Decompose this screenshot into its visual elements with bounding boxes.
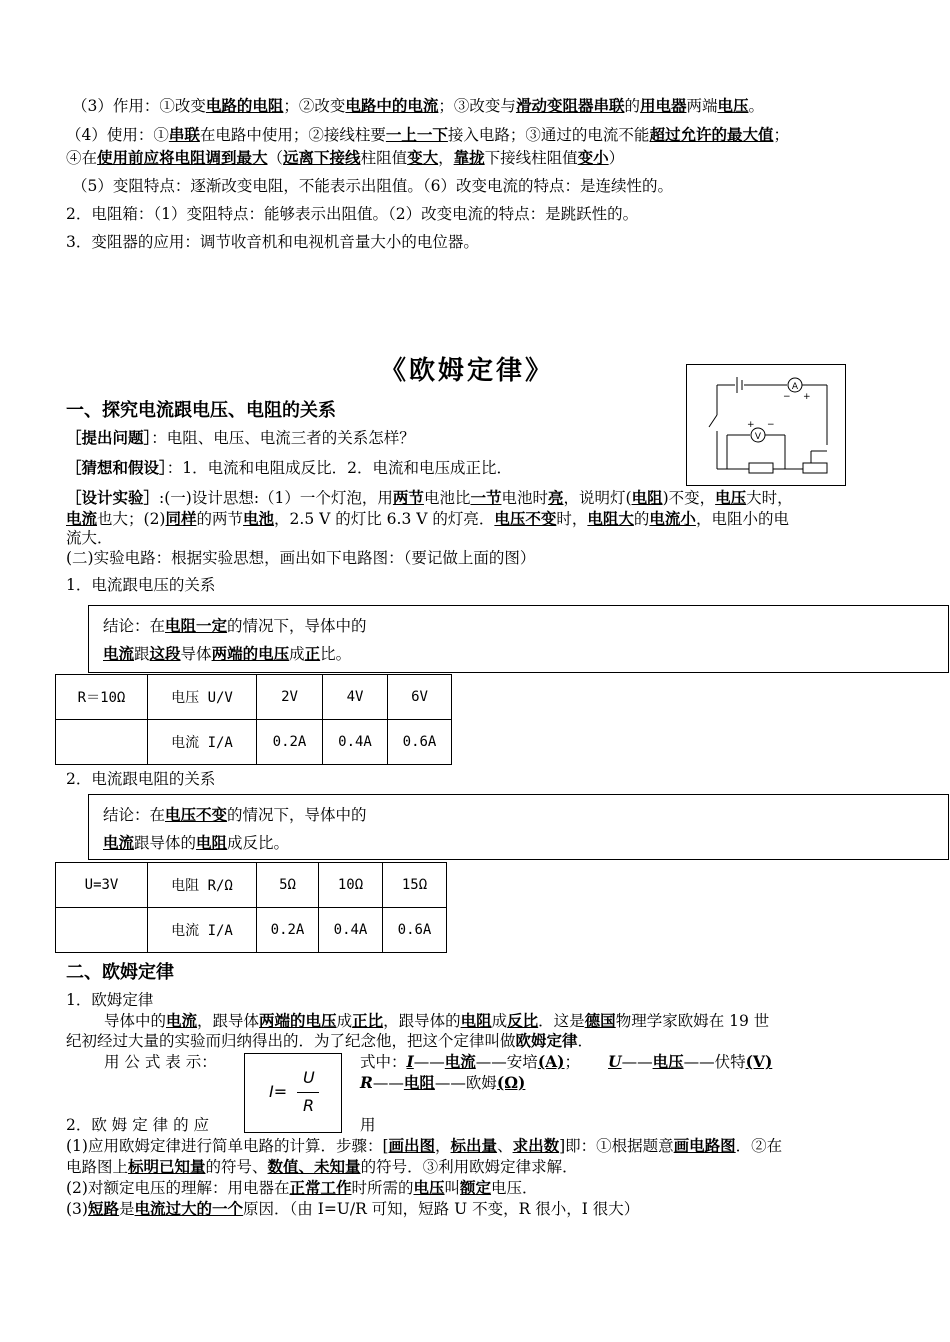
resistance-current-table — [55, 862, 447, 953]
table-row: U=3V 电阻 R/Ω 5Ω 10Ω 15Ω — [56, 863, 447, 908]
usage-line-3: （3）作用：①改变电路的电阻；②改变电路中的电流；③改变与滑动变阻器串联的用电器两端电压。 — [72, 96, 765, 115]
application-line: 3．变阻器的应用：调节收音机和电视机音量大小的电位器。 — [66, 233, 479, 251]
section2-heading: 二、欧姆定律 — [66, 962, 174, 983]
table-row: 电流 I/A 0.2A 0.4A 0.6A — [56, 908, 447, 953]
design-line-3: 流大． — [66, 529, 113, 547]
section1-heading: 一、探究电流跟电压、电阻的关系 — [66, 400, 336, 421]
circuit-diagram-icon — [687, 365, 845, 485]
application-1: (1)应用欧姆定律进行简单电路的计算．步骤：[画出图，标出量、求出数]即：①根据题意画电路图．②在 — [66, 1136, 783, 1155]
fraction-bar — [297, 1092, 319, 1093]
svg-text:+: + — [747, 420, 755, 430]
sub1-voltage-relation: 1．电流跟电压的关系 — [66, 576, 216, 594]
formula-denominator: R — [303, 1096, 315, 1115]
circuit-diagram — [686, 364, 846, 486]
ammeter-label: A — [791, 382, 799, 392]
design-line-2: 电流也大；(2)同样的两节电池，2.5 V 的灯比 6.3 V 的灯亮．电压不变时，电阻大的电流小，电阻小的电 — [66, 509, 789, 528]
conclusion-1b: 电流跟这段导体两端的电压成正比。 — [103, 644, 352, 663]
formula-label: 用 公 式 表 示： — [104, 1053, 217, 1071]
ohm-law-p1: 导体中的电流，跟导体两端的电压成正比，跟导体的电阻成反比．这是德国物理学家欧姆在 19 世 — [104, 1011, 770, 1030]
conclusion-box-2 — [88, 794, 949, 860]
design-line-1: ［设计实验］:(一)设计思想:（1）一个灯泡，用两节电池比一节电池时亮，说明灯(电阻)不变，电压大时， — [66, 488, 793, 507]
formula-legend-1: 式中：I——电流——安培(A)； U——电压——伏特(V) — [360, 1052, 773, 1071]
formula-numerator: U — [303, 1068, 315, 1087]
page-title: 《欧姆定律》 — [380, 356, 555, 386]
hypothesis-line: ［猜想和假设］：1．电流和电阻成反比．2．电流和电压成正比． — [66, 458, 512, 477]
application-3: (3)短路是电流过大的一个原因．（由 I=U/R 可知，短路 U 不变，R 很小，I 很大） — [66, 1199, 640, 1218]
application-1b: 电路图上标明已知量的符号、数值、未知量的符号．③利用欧姆定律求解． — [66, 1157, 578, 1176]
question-line: ［提出问题］：电阻、电压、电流三者的关系怎样？ — [66, 428, 415, 447]
svg-text:−: − — [783, 392, 791, 402]
svg-text:−: − — [767, 420, 775, 430]
formula-legend-2: R——电阻——欧姆(Ω) — [360, 1073, 526, 1092]
resistance-box-line: 2．电阻箱：（1）变阻特点：能够表示出阻值。（2）改变电流的特点：是跳跃性的。 — [66, 205, 639, 223]
table-row: 电流 I/A 0.2A 0.4A 0.6A — [56, 720, 452, 765]
conclusion-2a: 结论：在电压不变的情况下，导体中的 — [103, 805, 367, 824]
conclusion-1a: 结论：在电阻一定的情况下，导体中的 — [103, 616, 367, 635]
application-2: (2)对额定电压的理解：用电器在正常工作时所需的电压叫额定电压． — [66, 1178, 538, 1197]
conclusion-2b: 电流跟导体的电阻成反比。 — [103, 833, 290, 852]
application-subtitle-a: 2．欧 姆 定 律 的 应 — [66, 1116, 209, 1134]
formula-box: I= U R — [244, 1053, 342, 1133]
sub2-resistance-relation: 2．电流跟电阻的关系 — [66, 770, 216, 788]
voltmeter-label: V — [754, 432, 762, 442]
usage-line-4b: ④在使用前应将电阻调到最大（远离下接线柱阻值变大，靠拢下接线柱阻值变小） — [66, 148, 625, 167]
table-row: R＝10Ω 电压 U/V 2V 4V 6V — [56, 675, 452, 720]
application-subtitle-b: 用 — [360, 1116, 376, 1134]
svg-text:+: + — [803, 392, 811, 402]
usage-line-4: （4）使用：①串联在电路中使用；②接线柱要一上一下接入电路；③通过的电流不能超过允许的最大值； — [66, 125, 789, 144]
circuit-instruction: (二)实验电路：根据实验思想，画出如下电路图：（要记做上面的图） — [66, 549, 536, 567]
usage-line-5: （5）变阻特点：逐渐改变电阻，不能表示出阻值。（6）改变电流的特点：是连续性的。 — [72, 177, 673, 195]
conclusion-box-1 — [88, 605, 949, 673]
ohm-law-subtitle: 1．欧姆定律 — [66, 991, 154, 1009]
voltage-current-table — [55, 674, 452, 765]
ohm-law-p2: 纪初经过大量的实验而归纳得出的．为了纪念他，把这个定律叫做欧姆定律． — [66, 1031, 594, 1050]
